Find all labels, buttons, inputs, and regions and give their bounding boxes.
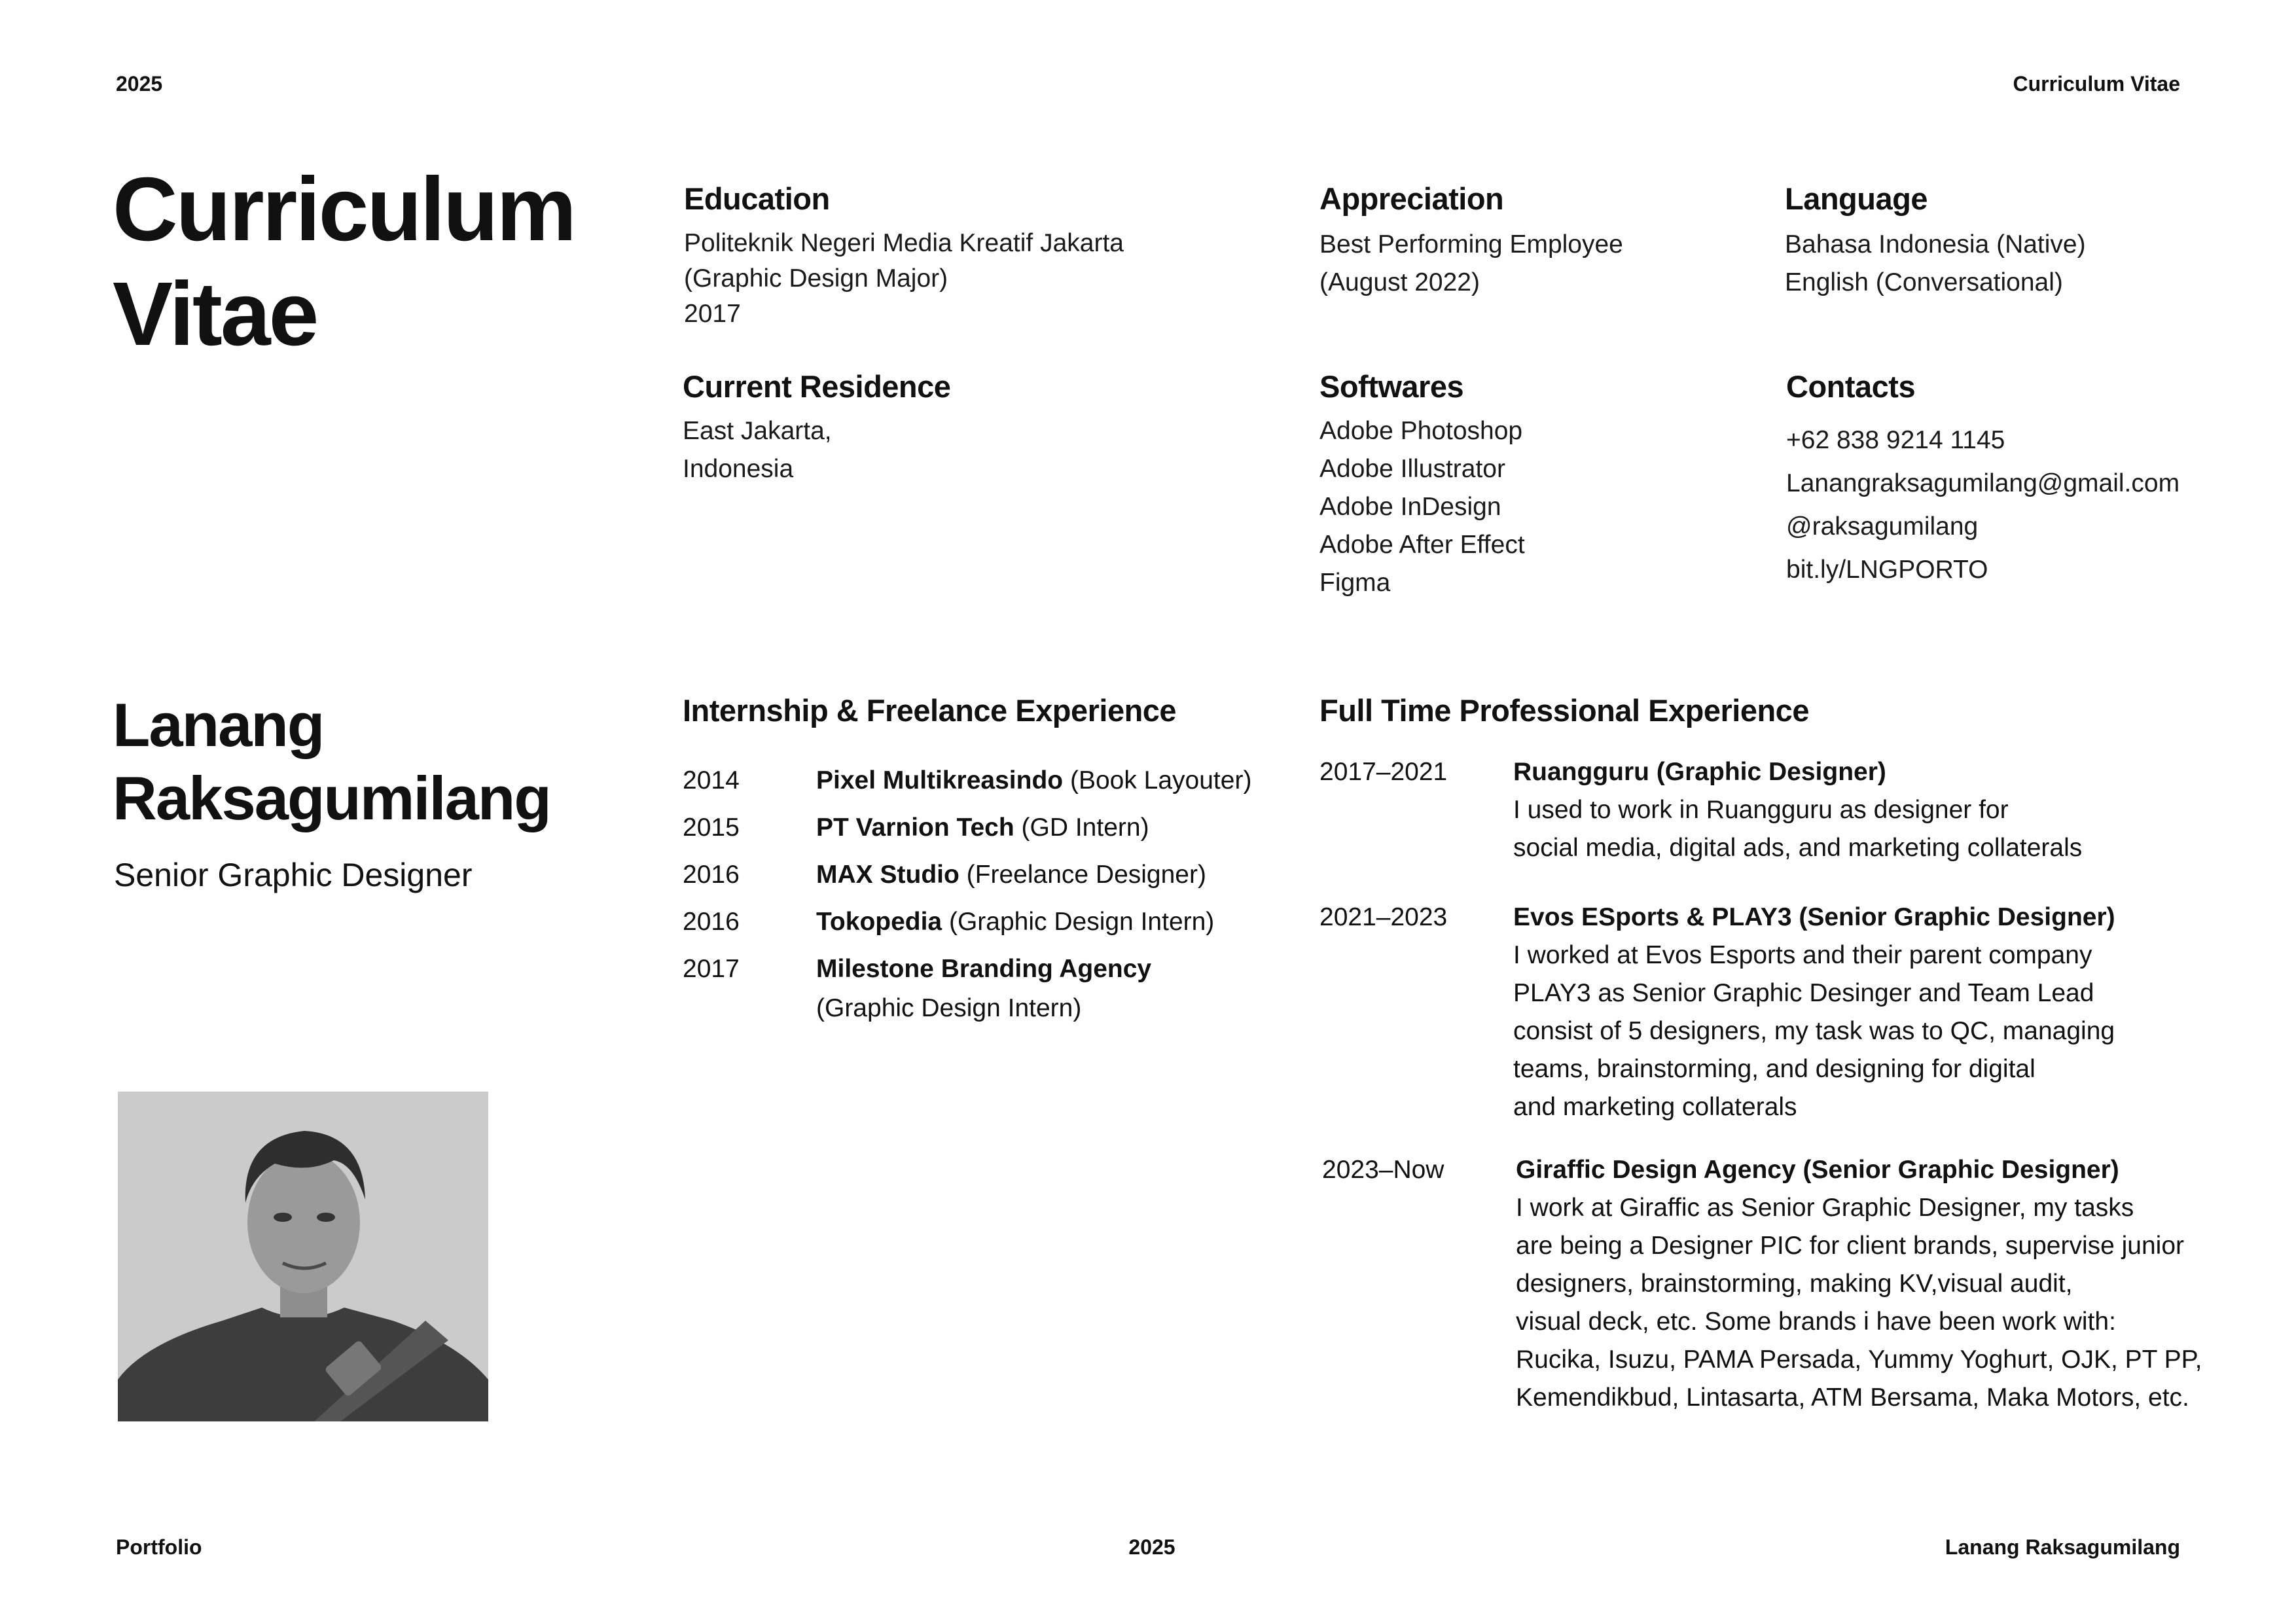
education-line: Politeknik Negeri Media Kreatif Jakarta bbox=[684, 229, 1124, 257]
fulltime-desc-line: visual deck, etc. Some brands i have been work with: bbox=[1516, 1308, 2116, 1336]
residence-line: Indonesia bbox=[683, 455, 794, 483]
softwares-section bbox=[1319, 368, 1525, 602]
residence-line: East Jakarta, bbox=[683, 417, 832, 445]
fulltime-heading: Full Time Professional Experience bbox=[1319, 693, 1809, 728]
residence-section bbox=[683, 368, 950, 488]
education-line: (Graphic Design Major) bbox=[684, 264, 948, 293]
software-item: Adobe Illustrator bbox=[1319, 455, 1505, 483]
internship-role: (Graphic Design Intern) bbox=[816, 994, 1082, 1022]
language-line: English (Conversational) bbox=[1785, 268, 2063, 296]
fulltime-item bbox=[1322, 1151, 2202, 1417]
fulltime-desc-line: and marketing collaterals bbox=[1513, 1093, 1797, 1121]
internship-heading: Internship & Freelance Experience bbox=[683, 693, 1177, 728]
first-name: Lanang bbox=[113, 690, 324, 759]
contact-link[interactable]: bit.ly/LNGPORTO bbox=[1786, 556, 1988, 584]
internship-year: 2016 bbox=[683, 908, 740, 936]
person-name bbox=[113, 688, 550, 835]
education-heading: Education bbox=[684, 181, 830, 216]
internship-year: 2016 bbox=[683, 861, 740, 889]
software-item: Adobe After Effect bbox=[1319, 531, 1525, 559]
footer-center: 2025 bbox=[1128, 1535, 1175, 1559]
person-portrait-icon bbox=[118, 1092, 488, 1421]
fulltime-item bbox=[1319, 753, 2202, 867]
internship-role: (Book Layouter) bbox=[1069, 766, 1252, 794]
fulltime-desc-line: I worked at Evos Esports and their parent company bbox=[1513, 941, 2092, 969]
internship-year: 2015 bbox=[683, 813, 740, 842]
contacts-section bbox=[1786, 368, 2179, 592]
fulltime-section bbox=[1319, 692, 2202, 1417]
page-title-line-1: Curriculum bbox=[113, 159, 575, 260]
language-heading: Language bbox=[1785, 181, 1928, 216]
internship-item bbox=[683, 851, 1251, 899]
fulltime-desc-line: I used to work in Ruangguru as designer for bbox=[1513, 796, 2009, 824]
software-item: Figma bbox=[1319, 569, 1391, 597]
internship-company: PT Varnion Tech bbox=[816, 813, 1014, 842]
internship-item bbox=[683, 899, 1251, 946]
profile-photo bbox=[118, 1092, 488, 1421]
page-title-line-2: Vitae bbox=[113, 264, 317, 365]
internship-year: 2017 bbox=[683, 955, 740, 983]
last-name: Raksagumilang bbox=[113, 764, 550, 832]
fulltime-title: Ruangguru (Graphic Designer) bbox=[1513, 758, 1886, 786]
footer-left: Portfolio bbox=[116, 1535, 202, 1559]
internship-company: MAX Studio bbox=[816, 861, 960, 889]
software-item: Adobe Photoshop bbox=[1319, 417, 1523, 445]
internship-company: Pixel Multikreasindo bbox=[816, 766, 1064, 794]
contact-email[interactable]: Lanangraksagumilang@gmail.com bbox=[1786, 469, 2180, 497]
internship-item bbox=[683, 757, 1251, 804]
fulltime-desc-line: PLAY3 as Senior Graphic Desinger and Team Lead bbox=[1513, 979, 2094, 1007]
fulltime-period: 2017–2021 bbox=[1319, 758, 1448, 786]
job-role: Senior Graphic Designer bbox=[114, 857, 473, 893]
fulltime-title: Evos ESports & PLAY3 (Senior Graphic Designer) bbox=[1513, 903, 2115, 931]
appreciation-line: (August 2022) bbox=[1319, 268, 1480, 296]
appreciation-line: Best Performing Employee bbox=[1319, 230, 1623, 259]
education-line: 2017 bbox=[684, 300, 741, 328]
fulltime-item bbox=[1319, 899, 2202, 1126]
internship-section bbox=[683, 692, 1251, 1028]
contacts-heading: Contacts bbox=[1786, 369, 1916, 404]
fulltime-title: Giraffic Design Agency (Senior Graphic Designer) bbox=[1516, 1156, 2119, 1184]
softwares-heading: Softwares bbox=[1319, 369, 1464, 404]
contact-phone: +62 838 9214 1145 bbox=[1786, 426, 2005, 454]
fulltime-desc-line: I work at Giraffic as Senior Graphic Designer, my tasks bbox=[1516, 1194, 2134, 1222]
footer-right: Lanang Raksagumilang bbox=[1945, 1535, 2180, 1559]
internship-item bbox=[683, 804, 1251, 851]
internship-year: 2014 bbox=[683, 766, 740, 794]
internship-company: Milestone Branding Agency bbox=[816, 955, 1152, 983]
fulltime-desc-line: Rucika, Isuzu, PAMA Persada, Yummy Yoghurt, OJK, PT PP, bbox=[1516, 1346, 2202, 1374]
header-year: 2025 bbox=[116, 72, 163, 96]
page-title bbox=[113, 157, 575, 366]
fulltime-desc-line: designers, brainstorming, making KV,visual audit, bbox=[1516, 1270, 2073, 1298]
internship-company: Tokopedia bbox=[816, 908, 942, 936]
language-section bbox=[1785, 181, 2086, 302]
internship-role: (Graphic Design Intern) bbox=[948, 908, 1215, 936]
fulltime-desc-line: Kemendikbud, Lintasarta, ATM Bersama, Maka Motors, etc. bbox=[1516, 1383, 2189, 1412]
residence-heading: Current Residence bbox=[683, 369, 951, 404]
fulltime-period: 2023–Now bbox=[1322, 1156, 1444, 1184]
education-section bbox=[684, 181, 1124, 332]
internship-role: (GD Intern) bbox=[1021, 813, 1149, 842]
header-doc-title: Curriculum Vitae bbox=[2013, 72, 2180, 96]
fulltime-desc-line: teams, brainstorming, and designing for digital bbox=[1513, 1055, 2036, 1083]
fulltime-desc-line: are being a Designer PIC for client brands, supervise junior bbox=[1516, 1232, 2185, 1260]
software-item: Adobe InDesign bbox=[1319, 493, 1501, 521]
appreciation-heading: Appreciation bbox=[1319, 181, 1504, 216]
fulltime-period: 2021–2023 bbox=[1319, 903, 1448, 931]
internship-item bbox=[683, 950, 1251, 1028]
fulltime-desc-line: social media, digital ads, and marketing collaterals bbox=[1513, 834, 2083, 862]
fulltime-desc-line: consist of 5 designers, my task was to QC, managing bbox=[1513, 1017, 2115, 1045]
appreciation-section bbox=[1319, 181, 1623, 302]
internship-role: (Freelance Designer) bbox=[966, 861, 1206, 889]
contact-social[interactable]: @raksagumilang bbox=[1786, 512, 1979, 541]
language-line: Bahasa Indonesia (Native) bbox=[1785, 230, 2086, 259]
